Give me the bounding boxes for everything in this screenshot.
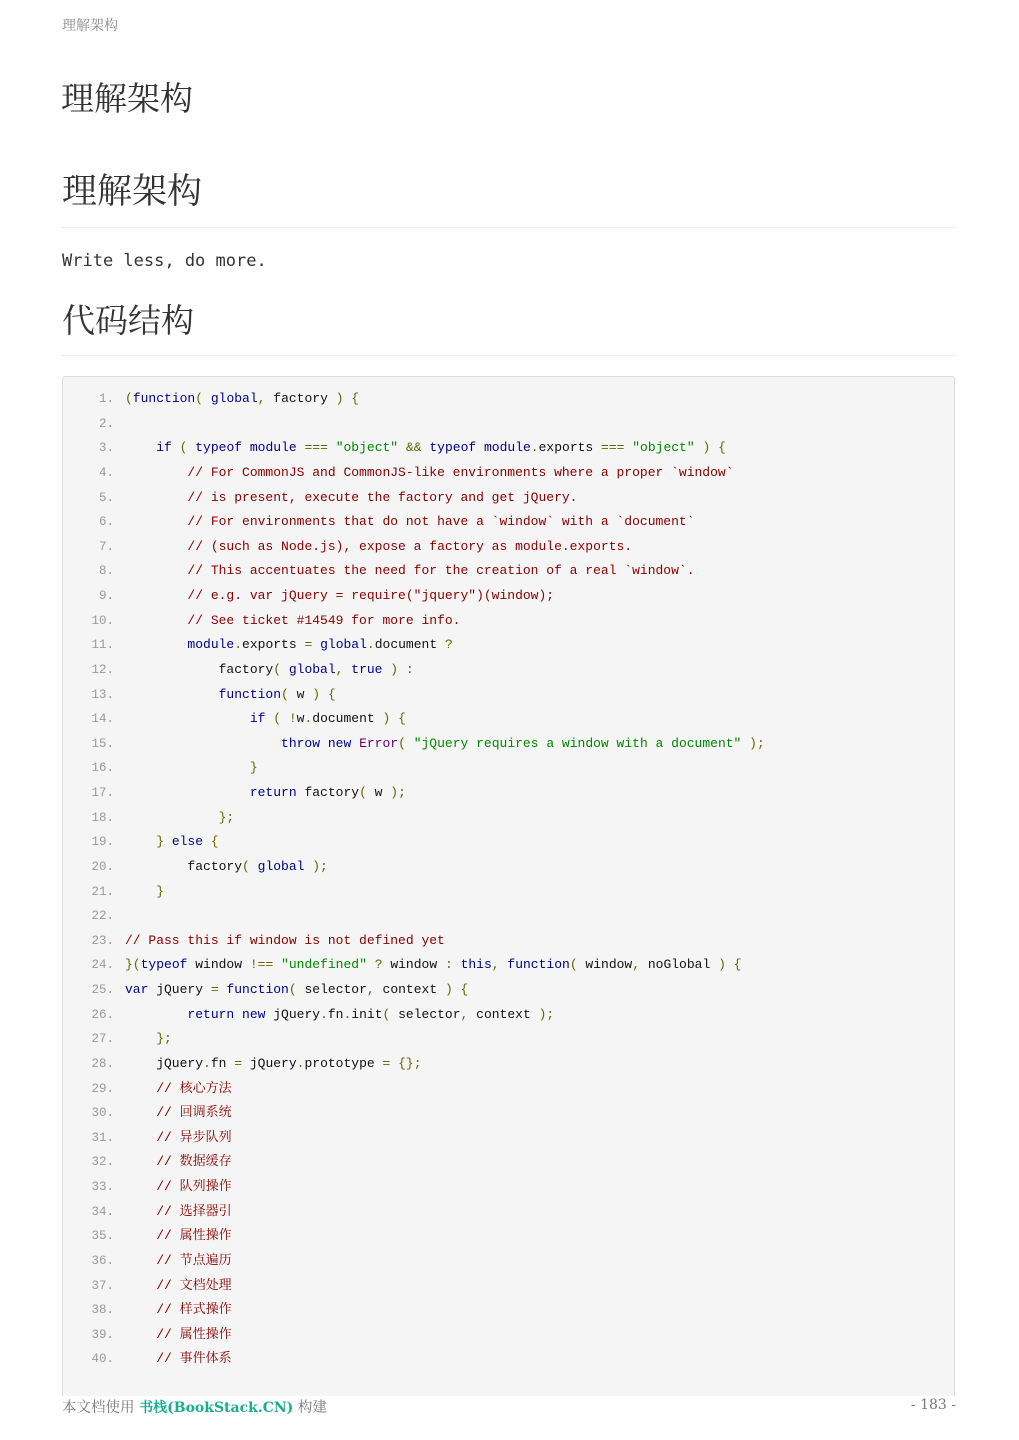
code-token: module: [187, 637, 235, 653]
code-token: [125, 1154, 156, 1169]
code-token: factory: [273, 391, 336, 406]
code-token: !==: [249, 957, 274, 973]
code-token: window: [187, 957, 250, 973]
line-number: 2.: [98, 416, 114, 431]
code-token: (: [195, 391, 211, 406]
code-token: ( !: [265, 711, 297, 727]
code-line: [63, 806, 954, 831]
code-line: [63, 1175, 954, 1200]
code-line: [63, 904, 954, 929]
code-token: if: [249, 711, 266, 727]
code-token: (: [569, 957, 586, 973]
code-line: [63, 1126, 954, 1151]
code-token: // 回调系统: [156, 1105, 232, 1121]
code-line: [63, 830, 954, 855]
code-token: fn: [210, 1055, 235, 1071]
code-token: [125, 810, 219, 825]
code-token: [125, 440, 156, 455]
code-token: (: [288, 982, 305, 997]
code-token: context: [476, 1006, 539, 1022]
code-token: window: [585, 957, 633, 973]
line-number: 27.: [91, 1032, 114, 1047]
code-token: [351, 736, 359, 751]
line-number: 11.: [91, 638, 114, 653]
code-line: [63, 1003, 954, 1028]
code-token: this: [460, 957, 492, 973]
code-token: selector: [304, 982, 367, 997]
line-number: 29.: [91, 1081, 114, 1096]
line-number: 36.: [91, 1253, 114, 1268]
code-token: );: [390, 785, 406, 800]
code-token: ) {: [335, 391, 360, 406]
code-token: [398, 440, 406, 455]
line-number: 8.: [98, 564, 114, 579]
code-token: ?: [444, 637, 453, 653]
line-number: 35.: [91, 1229, 114, 1244]
code-token: [125, 1031, 156, 1046]
line-number: 31.: [91, 1130, 114, 1145]
code-line: [63, 781, 954, 806]
line-number: 15.: [91, 736, 114, 751]
line-number: 4.: [98, 465, 114, 480]
subheading-divider: [62, 355, 956, 356]
running-header: 理解架构: [62, 18, 118, 34]
code-line: [63, 535, 954, 560]
code-token: [125, 687, 219, 702]
code-token: typeof: [195, 440, 243, 456]
code-token: context: [382, 982, 445, 997]
code-token: ,: [366, 982, 383, 997]
code-token: "object": [632, 440, 695, 456]
code-token: if: [156, 440, 172, 456]
line-number: 5.: [98, 490, 114, 505]
code-token: else: [171, 834, 204, 850]
line-number: 14.: [91, 712, 114, 727]
code-line: [63, 510, 954, 535]
code-token: (: [171, 440, 196, 456]
code-token: }: [249, 760, 258, 776]
code-token: (: [398, 735, 414, 751]
code-token: &&: [405, 440, 422, 456]
code-token: ) {: [312, 686, 336, 702]
code-token: w: [296, 711, 305, 727]
code-line: [63, 732, 954, 757]
code-line: [63, 559, 954, 584]
code-token: =: [234, 1055, 243, 1071]
code-token: return: [249, 785, 297, 800]
code-line: [63, 609, 954, 634]
code-token: // 异步队列: [156, 1129, 232, 1145]
line-number: 28.: [91, 1056, 114, 1071]
code-token: ?: [374, 957, 383, 973]
code-token: [234, 1007, 242, 1022]
code-token: global: [257, 858, 305, 874]
document-title: 理解架构: [61, 79, 193, 118]
line-number: 25.: [91, 983, 114, 997]
code-token: .: [234, 637, 243, 653]
code-block: [62, 376, 955, 1396]
line-number: 26.: [91, 1007, 114, 1022]
code-line: [63, 953, 954, 978]
section-heading: 理解架构: [62, 172, 203, 212]
code-token: Error: [359, 735, 399, 751]
code-token: [125, 785, 250, 800]
code-token: [125, 613, 187, 628]
code-token: exports: [538, 440, 602, 456]
code-token: // Pass this if window is not defined yet: [125, 932, 445, 948]
line-number: 3.: [98, 441, 114, 456]
code-line: [63, 1347, 954, 1372]
code-token: jQuery: [125, 1055, 204, 1071]
code-token: function: [226, 982, 289, 997]
code-token: ) {: [444, 982, 469, 997]
code-token: // 事件体系: [156, 1351, 232, 1367]
footer-brand-link[interactable]: 书栈(BookStack.CN): [139, 1400, 294, 1416]
footer-credit: [62, 1396, 327, 1417]
line-number: 33.: [91, 1180, 114, 1194]
code-token: prototype: [304, 1055, 383, 1071]
code-token: return: [187, 1006, 235, 1022]
code-token: .: [203, 1055, 211, 1071]
code-line: [63, 584, 954, 609]
code-line: [63, 461, 954, 486]
code-token: module: [249, 440, 297, 456]
code-token: // See ticket #14549 for more info.: [187, 612, 461, 628]
line-number: 18.: [91, 810, 114, 825]
code-token: global: [288, 661, 336, 677]
code-token: [328, 440, 336, 455]
line-number: 30.: [91, 1106, 114, 1121]
line-number: 22.: [91, 909, 114, 924]
code-token: "undefined": [281, 957, 367, 973]
code-token: function: [218, 686, 282, 702]
code-token: [125, 563, 187, 578]
line-number: 16.: [91, 761, 114, 776]
code-token: [125, 1130, 156, 1145]
code-token: [125, 834, 156, 849]
code-line: [63, 683, 954, 708]
code-token: [476, 440, 484, 455]
line-number: 17.: [91, 786, 114, 800]
code-token: throw: [281, 735, 321, 751]
code-line: [63, 929, 954, 954]
code-line: [63, 1200, 954, 1225]
code-token: // 选择器引: [156, 1203, 232, 1219]
code-token: [125, 637, 187, 652]
code-token: [125, 736, 281, 751]
code-token: factory: [125, 858, 243, 874]
code-token: var: [125, 982, 149, 997]
code-token: [125, 711, 250, 726]
code-token: ,: [335, 661, 352, 677]
line-number: 23.: [91, 933, 114, 948]
code-token: [125, 1228, 156, 1243]
line-number: 1.: [98, 392, 114, 406]
code-line: [63, 1323, 954, 1348]
code-token: ) {: [694, 440, 726, 456]
code-token: // 属性操作: [156, 1228, 232, 1244]
line-number: 7.: [98, 539, 114, 554]
code-token: // 文档处理: [156, 1277, 232, 1293]
code-line: [63, 1077, 954, 1102]
code-token: factory: [296, 785, 360, 800]
line-number: 10.: [91, 613, 114, 628]
code-token: // is present, execute the factory and get jQuery.: [187, 489, 578, 505]
code-token: .: [304, 711, 313, 727]
code-line: [63, 436, 954, 461]
code-token: ) {: [382, 711, 406, 727]
code-token: .: [530, 440, 539, 456]
line-number: 40.: [91, 1352, 114, 1367]
code-line: [63, 1249, 954, 1274]
code-token: ,: [257, 391, 274, 406]
code-token: // 核心方法: [156, 1080, 232, 1096]
line-number: 13.: [91, 687, 114, 702]
code-token: [125, 1081, 156, 1096]
code-token: // (such as Node.js), expose a factory as module.exports.: [187, 538, 633, 554]
code-token: function: [507, 957, 570, 973]
code-token: [367, 957, 375, 972]
code-token: [125, 588, 187, 603]
code-token: :: [444, 957, 453, 973]
line-number: 19.: [91, 835, 114, 850]
code-token: [320, 736, 328, 751]
code-token: "object": [335, 440, 399, 456]
code-token: (: [273, 661, 289, 677]
code-token: // 节点遍历: [156, 1252, 232, 1268]
code-token: [125, 760, 250, 775]
code-token: document: [312, 711, 383, 727]
code-token: jQuery: [148, 982, 211, 997]
code-lines: [63, 387, 954, 1372]
code-token: true: [351, 661, 383, 677]
code-token: // For environments that do not have a `window` with a `document`: [187, 514, 695, 530]
code-line: [63, 1150, 954, 1175]
code-token: ,: [491, 957, 508, 973]
code-token: jQuery: [265, 1006, 321, 1022]
code-token: [125, 1007, 187, 1022]
code-token: [125, 884, 156, 899]
code-token: // 属性操作: [156, 1326, 232, 1342]
code-token: ===: [601, 440, 625, 456]
code-token: (: [359, 785, 375, 800]
footer-suffix: 构建: [293, 1400, 327, 1416]
code-token: .: [343, 1006, 352, 1022]
code-token: w: [374, 785, 391, 800]
code-line: [63, 1101, 954, 1126]
code-token: jQuery: [242, 1055, 297, 1071]
code-token: ,: [460, 1006, 477, 1022]
line-number: 21.: [91, 884, 114, 899]
code-token: = {};: [382, 1055, 422, 1071]
code-token: [453, 957, 461, 972]
code-token: =: [210, 982, 219, 997]
line-number: 32.: [91, 1155, 114, 1170]
line-number: 9.: [98, 589, 114, 603]
code-token: // This accentuates the need for the creation of a real `window`.: [187, 563, 695, 579]
code-token: new: [242, 1006, 266, 1022]
code-token: (: [125, 391, 133, 406]
code-token: [125, 1253, 156, 1268]
code-line: [63, 855, 954, 880]
code-token: [125, 1302, 156, 1317]
code-token: typeof: [140, 957, 188, 973]
code-token: }: [156, 883, 165, 899]
page-number: - 183 -: [910, 1397, 956, 1413]
code-token: =: [304, 637, 313, 653]
code-token: };: [218, 809, 235, 825]
code-token: noGlobal: [647, 957, 719, 973]
code-token: // 数据缓存: [156, 1154, 232, 1170]
code-token: document: [374, 637, 445, 653]
line-number: 24.: [91, 958, 114, 973]
code-line: [63, 658, 954, 683]
code-token: .: [366, 637, 375, 653]
line-number: 20.: [91, 859, 114, 874]
code-token: global: [210, 391, 258, 406]
code-line: [63, 1224, 954, 1249]
footer-prefix: 本文档使用: [62, 1400, 140, 1416]
code-token: exports: [242, 637, 305, 653]
code-token: selector: [398, 1006, 461, 1022]
code-token: [125, 1327, 156, 1342]
code-token: }: [156, 834, 172, 850]
code-line: [63, 1052, 954, 1077]
code-token: [125, 539, 187, 554]
code-token: module: [483, 440, 531, 456]
code-token: );: [741, 735, 765, 751]
code-line: [63, 633, 954, 658]
code-token: // 队列操作: [156, 1179, 232, 1194]
code-token: function: [132, 391, 196, 406]
code-token: ) :: [382, 661, 414, 677]
code-token: [125, 1278, 156, 1293]
code-token: // 样式操作: [156, 1302, 232, 1318]
code-token: new: [327, 735, 352, 751]
code-token: [125, 1204, 156, 1219]
tagline-text: Write less, do more.: [62, 251, 267, 271]
code-token: );: [304, 858, 328, 874]
code-token: [125, 514, 187, 529]
code-token: [125, 465, 187, 480]
code-token: );: [538, 1006, 555, 1022]
code-token: }(: [125, 957, 141, 973]
line-number: 38.: [91, 1303, 114, 1318]
heading-divider: [62, 227, 956, 228]
code-token: (: [242, 858, 258, 874]
code-token: ) {: [718, 957, 742, 973]
code-token: window: [382, 957, 445, 973]
code-token: typeof: [429, 440, 477, 456]
code-token: init: [351, 1006, 383, 1022]
code-token: {: [203, 834, 219, 850]
code-token: (: [281, 686, 297, 702]
code-token: [125, 1179, 156, 1194]
subsection-heading: 代码结构: [62, 301, 194, 340]
code-line: [63, 387, 954, 412]
code-token: [125, 1351, 156, 1366]
code-token: };: [156, 1031, 172, 1047]
code-token: .: [320, 1006, 328, 1022]
code-line: [63, 707, 954, 732]
code-token: .: [296, 1055, 305, 1071]
code-token: [125, 1105, 156, 1120]
code-token: [273, 957, 281, 972]
code-token: [242, 440, 250, 455]
code-token: // e.g. var jQuery = require("jquery")(window);: [187, 588, 555, 603]
line-number: 39.: [91, 1327, 114, 1342]
code-token: global: [320, 637, 367, 653]
code-token: fn: [327, 1006, 344, 1022]
code-line: [63, 486, 954, 511]
code-token: ,: [632, 957, 648, 973]
code-line: [63, 756, 954, 781]
line-number: 37.: [91, 1278, 114, 1293]
code-token: // For CommonJS and CommonJS-like environments where a proper `window`: [187, 464, 734, 480]
code-token: "jQuery requires a window with a document": [413, 735, 742, 751]
code-line: [63, 1027, 954, 1052]
code-line: [63, 1274, 954, 1299]
code-line: [63, 1298, 954, 1323]
code-token: [125, 490, 187, 505]
line-number: 34.: [91, 1204, 114, 1219]
code-token: (: [382, 1006, 399, 1022]
code-token: factory: [125, 661, 274, 677]
code-line: [63, 412, 954, 437]
code-token: [312, 637, 320, 652]
code-line: [63, 880, 954, 905]
line-number: 6.: [98, 515, 114, 530]
code-token: ===: [304, 440, 328, 456]
line-number: 12.: [91, 662, 114, 677]
code-token: w: [296, 686, 313, 702]
code-line: [63, 978, 954, 1003]
